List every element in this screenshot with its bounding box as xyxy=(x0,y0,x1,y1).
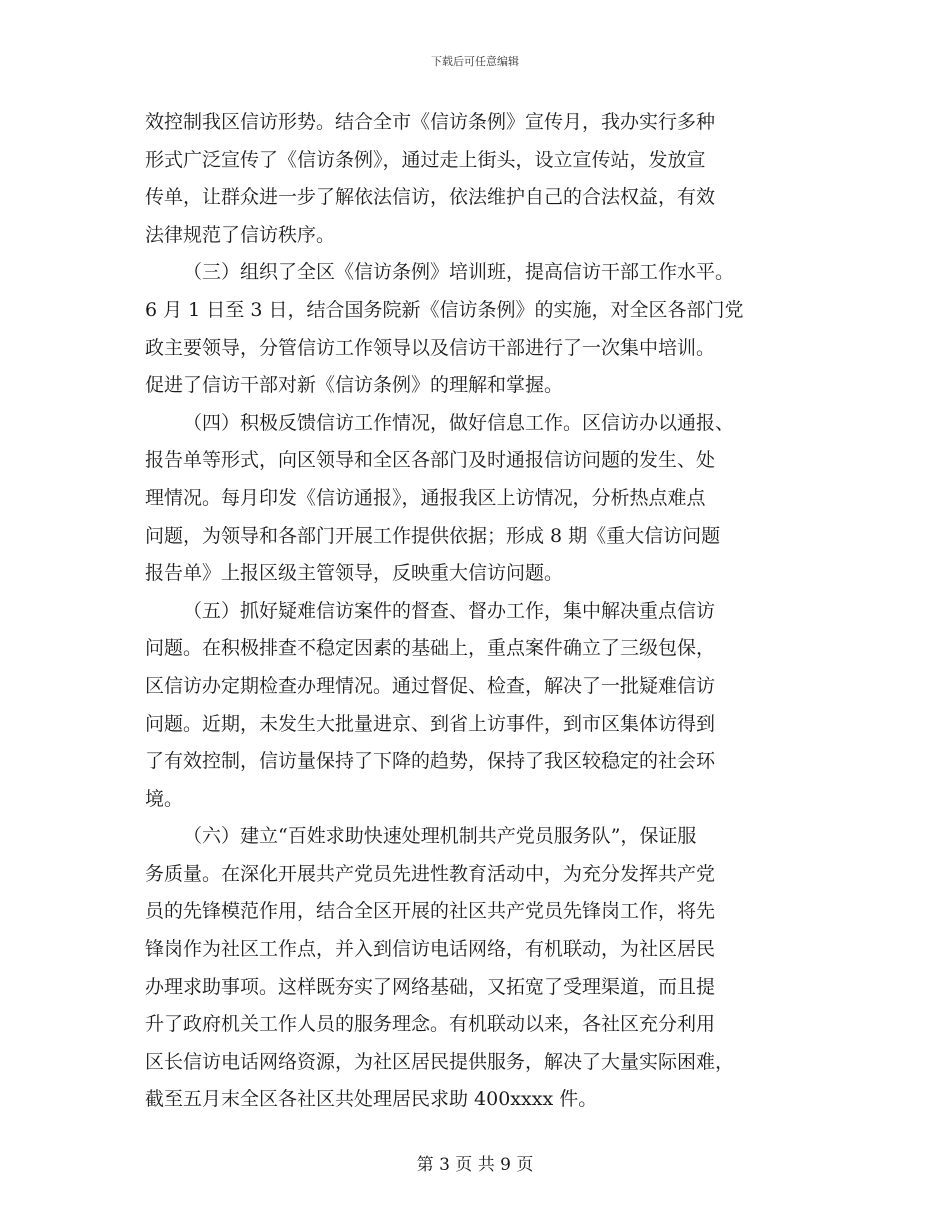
body-text-line: （五）抓好疑难信访案件的督查、督办工作，集中解决重点信访 xyxy=(183,599,716,622)
body-text-line: 法律规范了信访秩序。 xyxy=(145,223,336,246)
body-text-line: 报告单等形式，向区领导和全区各部门及时通报信访问题的发生、处 xyxy=(145,449,716,472)
body-text-line: 境。 xyxy=(145,787,184,810)
body-text-line: 报告单》上报区级主管领导，反映重大信访问题。 xyxy=(145,562,564,585)
body-text-line: 形式广泛宣传了《信访条例》，通过走上街头，设立宣传站，发放宣 xyxy=(145,148,706,171)
body-text-line: 问题。在积极排查不稳定因素的基础上，重点案件确立了三级包保， xyxy=(145,637,716,660)
body-text-line: 6 月 1 日至 3 日，结合国务院新《信访条例》的实施，对全区各部门党 xyxy=(145,298,744,321)
body-text-line: 区长信访电话网络资源，为社区居民提供服务，解决了大量实际困难， xyxy=(145,1050,735,1073)
page-header-note: 下载后可任意编辑 xyxy=(431,55,519,68)
body-text-line: 区信访办定期检查办理情况。通过督促、检查，解决了一批疑难信访 xyxy=(145,674,716,697)
document-body xyxy=(145,104,815,1119)
page-footer: 第 3 页 共 9 页 xyxy=(416,1155,534,1175)
body-text-line: （四）积极反馈信访工作情况，做好信息工作。区信访办以通报、 xyxy=(183,411,735,434)
body-text-line: 务质量。在深化开展共产党员先进性教育活动中，为充分发挥共产党 xyxy=(145,862,716,885)
body-text-line: （三）组织了全区《信访条例》培训班，提高信访干部工作水平。 xyxy=(183,261,735,284)
body-text-line: 政主要领导，分管信访工作领导以及信访干部进行了一次集中培训。 xyxy=(145,336,716,359)
body-text-line: 升了政府机关工作人员的服务理念。有机联动以来，各社区充分利用 xyxy=(145,1013,716,1036)
body-text-line: 传单，让群众进一步了解依法信访，依法维护自己的合法权益，有效 xyxy=(145,186,716,209)
body-text-line: 截至五月末全区各社区共处理居民求助 400xxxx 件。 xyxy=(145,1088,598,1111)
body-text-line: 促进了信访干部对新《信访条例》的理解和掌握。 xyxy=(145,374,564,397)
body-text-line: 效控制我区信访形势。结合全市《信访条例》宣传月，我办实行多种 xyxy=(145,111,716,133)
body-text-line: 理情况。每月印发《信访通报》，通报我区上访情况，分析热点难点 xyxy=(145,486,706,509)
body-text-line: 了有效控制，信访量保持了下降的趋势，保持了我区较稳定的社会环 xyxy=(145,750,716,773)
body-text-line: 办理求助事项。这样既夯实了网络基础，又拓宽了受理渠道，而且提 xyxy=(145,975,716,998)
body-text-line: （六）建立“百姓求助快速处理机制共产党员服务队”，保证服 xyxy=(183,825,697,848)
body-text-line: 问题。近期，未发生大批量进京、到省上访事件，到市区集体访得到 xyxy=(145,712,716,735)
body-text-line: 锋岗作为社区工作点，并入到信访电话网络，有机联动，为社区居民 xyxy=(145,938,716,961)
body-text-line: 问题，为领导和各部门开展工作提供依据；形成 8 期《重大信访问题 xyxy=(145,524,721,547)
body-text-line: 员的先锋模范作用，结合全区开展的社区共产党员先锋岗工作，将先 xyxy=(145,900,716,923)
